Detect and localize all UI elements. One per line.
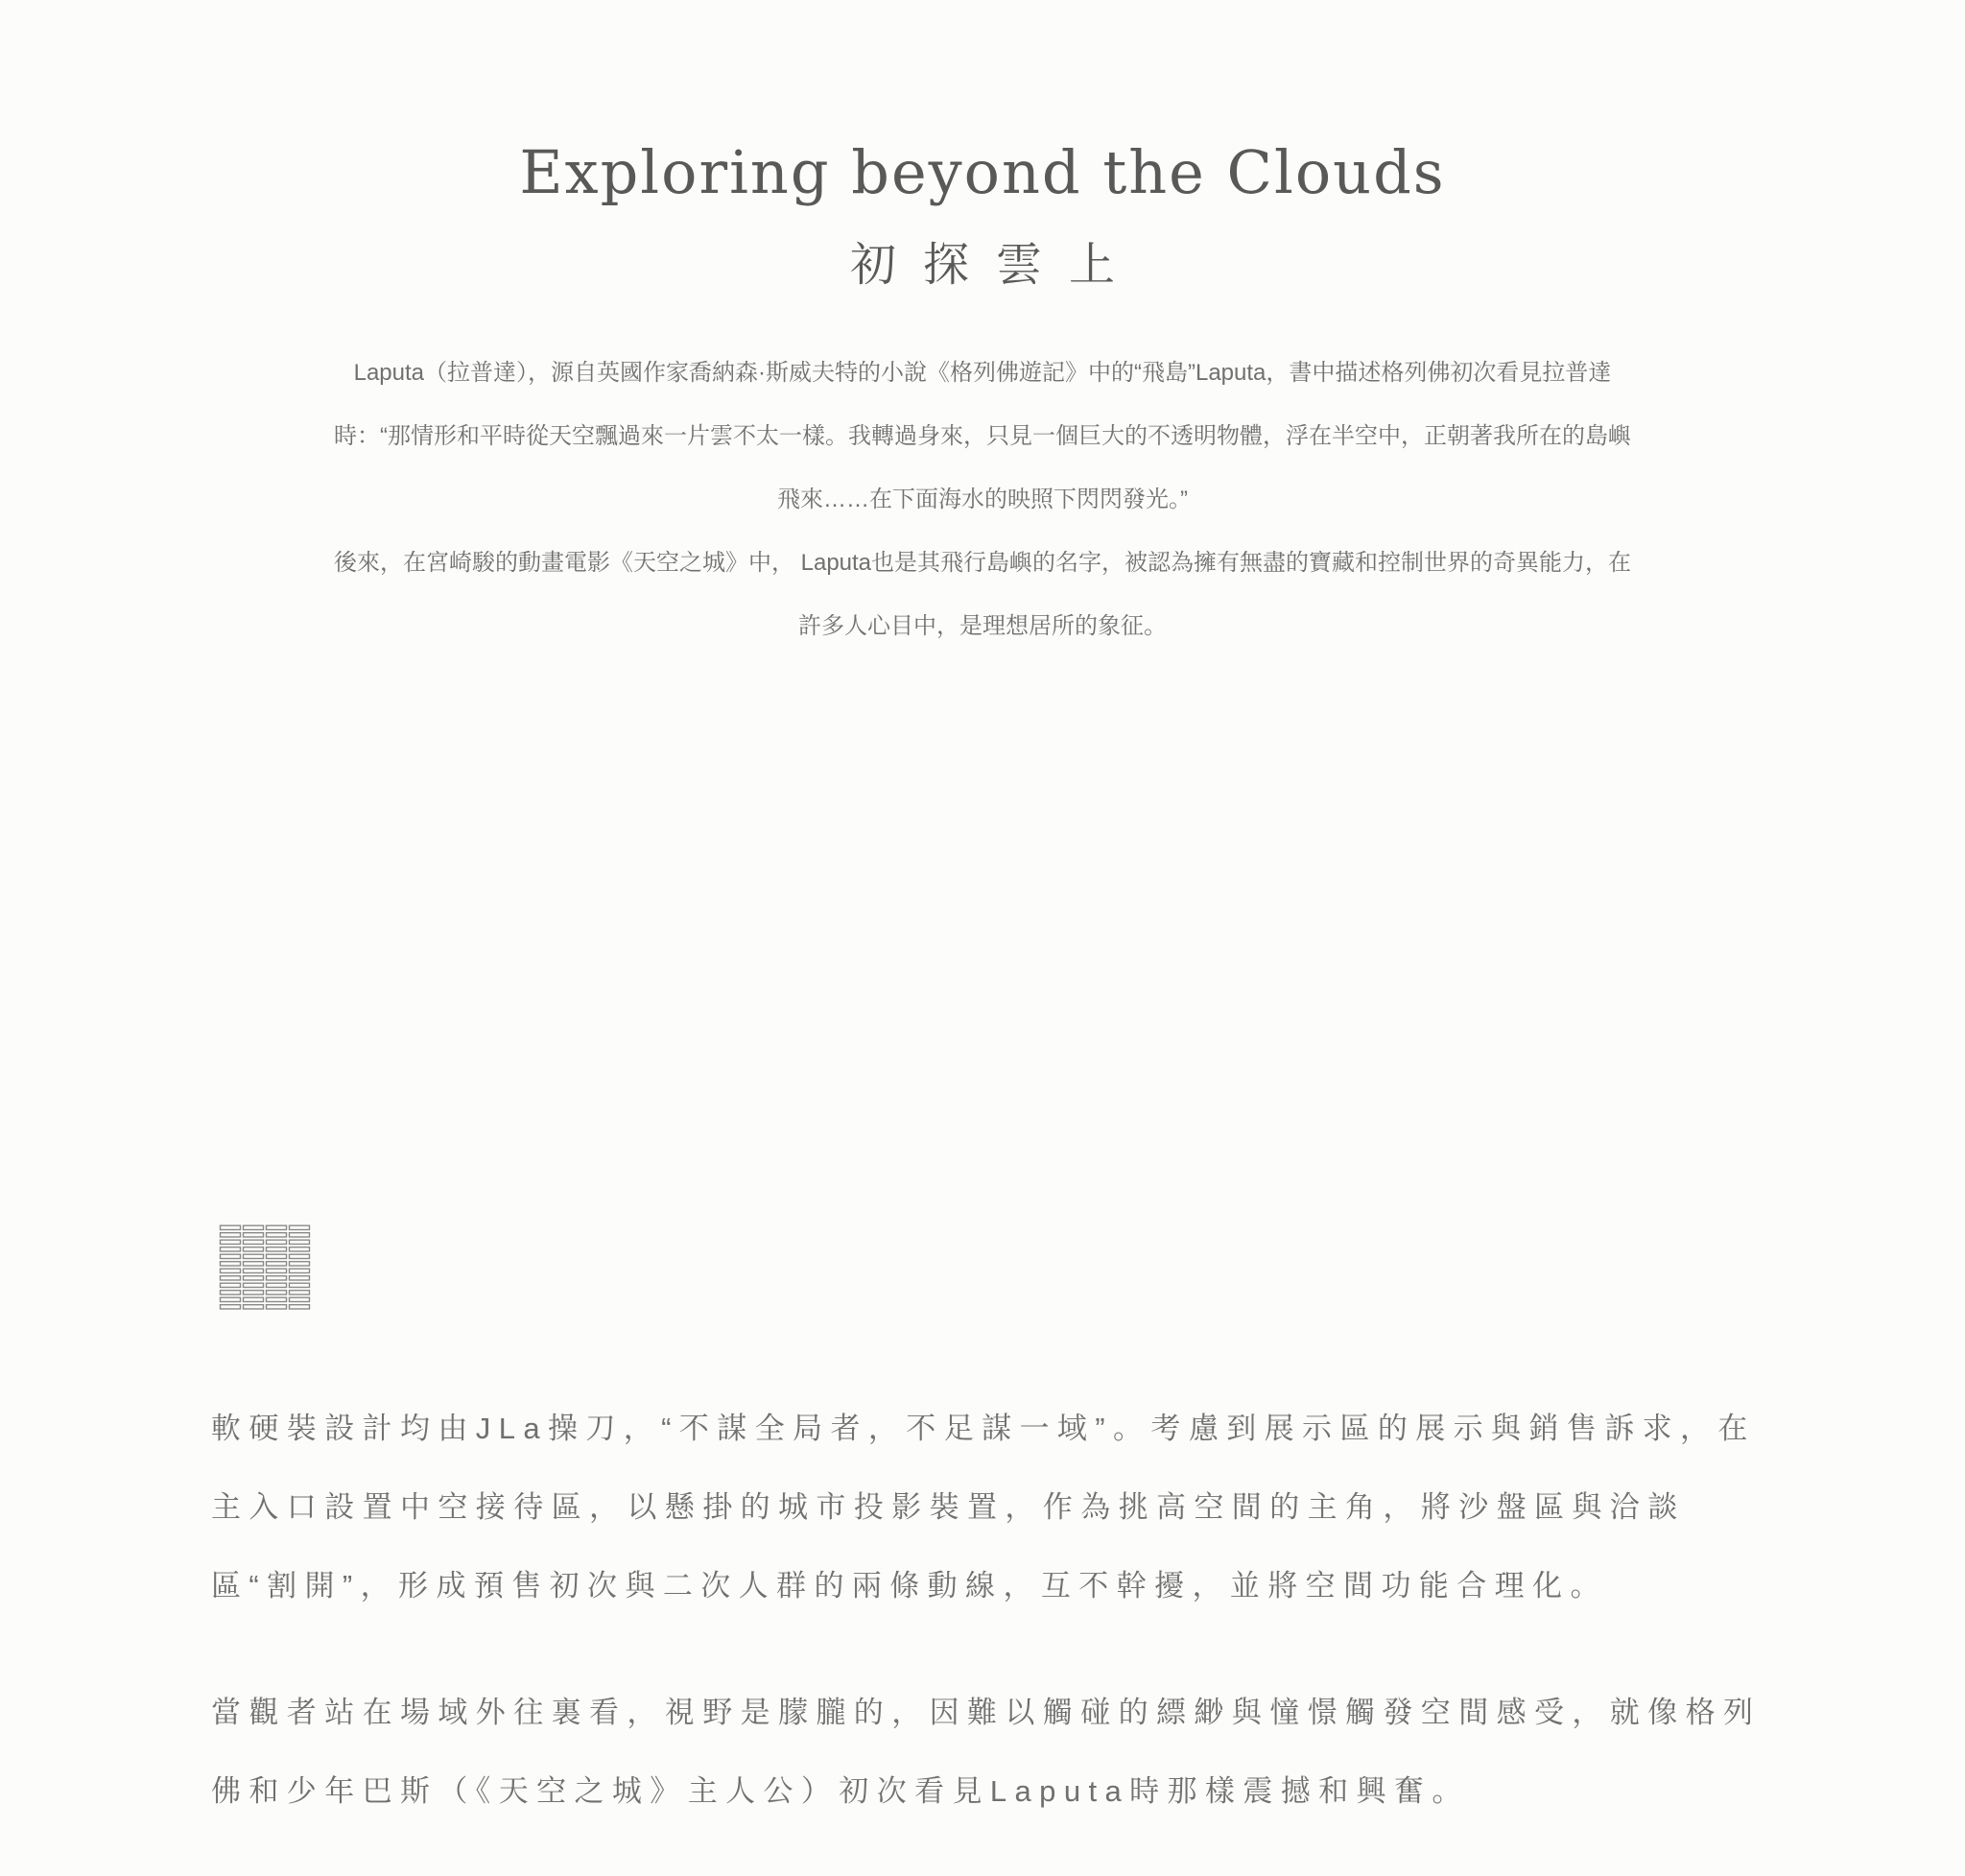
facade-window [290, 1305, 310, 1309]
facade-window [221, 1233, 241, 1237]
body-paragraph: 軟硬裝設計均由JLa操刀，“不謀全局者，不足謀一域”。考慮到展示區的展示與銷售訴求，在主入口設置中空接待區，以懸掛的城市投影裝置，作為挑高空間的主角，將沙盤區與洽談區“割開”，形成預售初次與二次人群的兩條動線，互不幹擾，並將空間功能合理化。 [211, 1412, 1756, 1603]
facade-window [290, 1254, 310, 1258]
facade-window [290, 1297, 310, 1301]
facade-window [267, 1254, 287, 1258]
intro-section [326, 342, 1639, 658]
facade-window [244, 1283, 264, 1287]
body-section [211, 1389, 1765, 1831]
facade-window [290, 1291, 310, 1294]
facade-window [221, 1262, 241, 1266]
facade-window [221, 1283, 241, 1287]
facade-window [290, 1233, 310, 1237]
facade-window [267, 1276, 287, 1280]
facade-window [244, 1269, 264, 1272]
facade-window [221, 1254, 241, 1258]
facade-window [221, 1247, 241, 1251]
intro-paragraph: 後來，在宮崎駿的動畫電影《天空之城》中， Laputa也是其飛行島嶼的名字，被認為擁有無盡的寶藏和控制世界的奇異能力，在許多人心目中，是理想居所的象征。 [333, 550, 1632, 639]
facade-window [290, 1247, 310, 1251]
facade-window [290, 1262, 310, 1266]
facade-window [221, 1225, 241, 1229]
facade-window [244, 1297, 264, 1301]
facade-window [267, 1305, 287, 1309]
facade-window [244, 1291, 264, 1294]
facade-window [244, 1305, 264, 1309]
facade-window [267, 1297, 287, 1301]
facade-window [244, 1262, 264, 1266]
facade-window [244, 1254, 264, 1258]
building-facade-icon [219, 1224, 311, 1311]
facade-window [290, 1276, 310, 1280]
page-title: Exploring beyond the Clouds [519, 137, 1446, 207]
body-paragraph: 當觀者站在場域外往裏看，視野是朦朧的，因難以觸碰的縹緲與憧憬觸發空間感受，就像格列佛和少年巴斯（《天空之城》主人公）初次看見Laputa時那樣震撼和興奮。 [211, 1696, 1762, 1808]
facade-window [267, 1291, 287, 1294]
facade-window [221, 1269, 241, 1272]
facade-window [244, 1276, 264, 1280]
intro-paragraph: Laputa（拉普達），源自英國作家喬納森·斯威夫特的小說《格列佛遊記》中的“飛島”Laputa，書中描述格列佛初次看見拉普達時：“那情形和平時從天空飄過來一片雲不太一樣。我轉過身來，只見一個巨大的不透明物體，浮在半空中，正朝著我所在的島嶼飛來……在下面海水的映照下閃閃發光。” [334, 360, 1631, 512]
facade-window [290, 1269, 310, 1272]
facade-window [267, 1283, 287, 1287]
facade-window [221, 1240, 241, 1244]
facade-window [221, 1276, 241, 1280]
facade-window [221, 1297, 241, 1301]
facade-window [267, 1240, 287, 1244]
facade-window [221, 1305, 241, 1309]
facade-window [244, 1233, 264, 1237]
facade-window [290, 1240, 310, 1244]
facade-window [267, 1247, 287, 1251]
facade-window [290, 1225, 310, 1229]
facade-window [221, 1291, 241, 1294]
page-subtitle: 初探雲上 [849, 238, 1142, 292]
facade-window [244, 1240, 264, 1244]
facade-window [244, 1225, 264, 1229]
facade-window [267, 1233, 287, 1237]
facade-window [244, 1247, 264, 1251]
facade-window [267, 1262, 287, 1266]
facade-window [267, 1269, 287, 1272]
facade-window [290, 1283, 310, 1287]
facade-window [267, 1225, 287, 1229]
